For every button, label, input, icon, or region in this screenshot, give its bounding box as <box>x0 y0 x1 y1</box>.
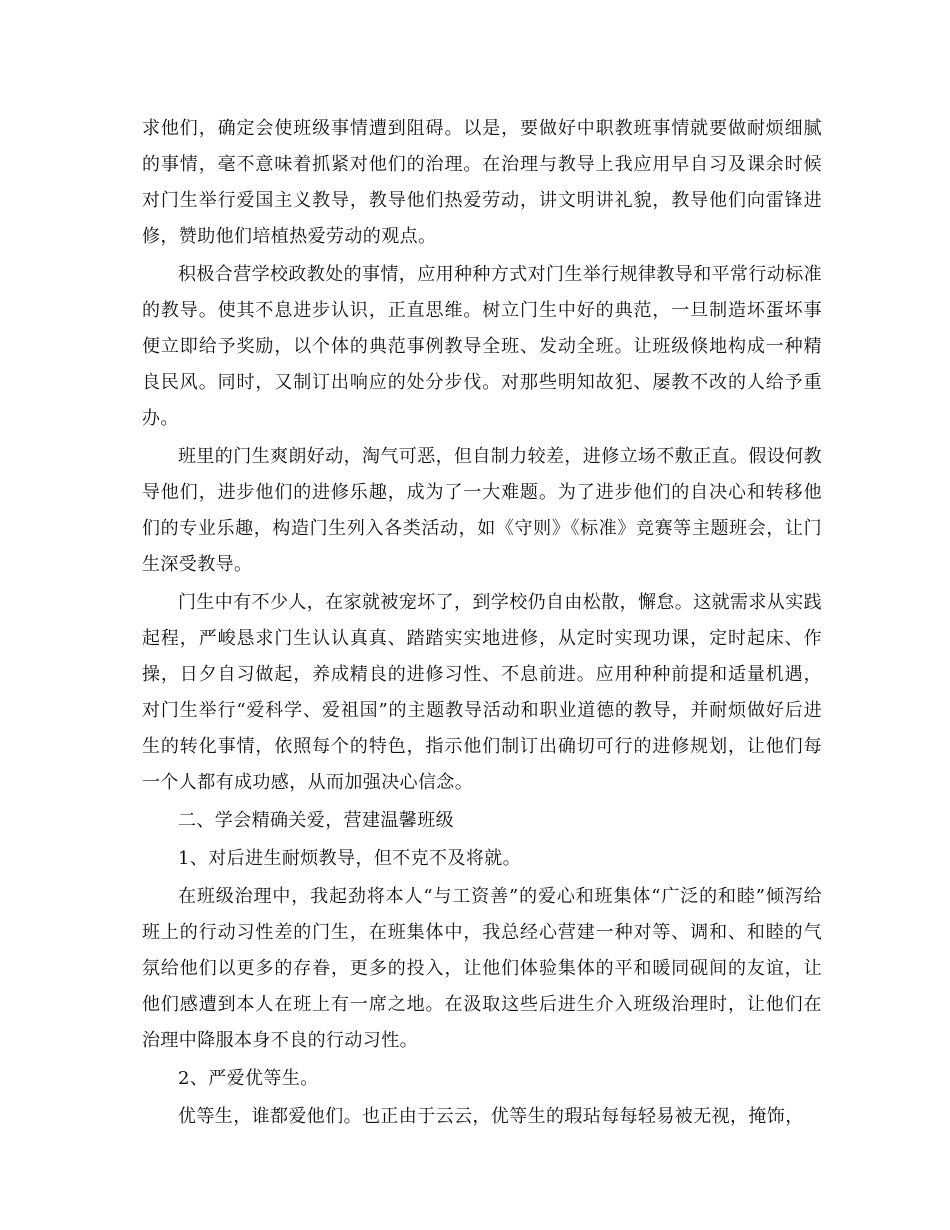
paragraph-6: 优等生，谁都爱他们。也正由于云云，优等生的瑕玷每每轻易被无视，掩饰， <box>178 1106 804 1127</box>
paragraph-3: 班里的门生爽朗好动，淘气可恶，但自制力较差，进修立场不敷正直。假设何教导他们，进步他们的进修乐趣，成为了一大难题。为了进步他们的自决心和转移他们的专业乐趣，构造门生列入各类活动，如《守则》《标准》竞赛等主题班会，让门生深受教导。 <box>142 446 822 575</box>
subheading-2: 2、严爱优等生。 <box>178 1068 319 1089</box>
paragraph-2: 积极合营学校政教处的事情，应用种种方式对门生举行规律教导和平常行动标准的教导。使其不息进步认识，正直思维。树立门生中好的典范，一旦制造坏蛋坏事便立即给予奖励，以个体的典范事例教导全班、发动全班。让班级倏地构成一种精良民风。同时，又制订出响应的处分步伐。对那些明知故犯、屡教不改的人给予重办。 <box>142 264 822 429</box>
document-body <box>142 111 822 1135</box>
subheading-1: 1、对后进生耐烦教导，但不克不及将就。 <box>178 848 522 869</box>
paragraph-1: 求他们，确定会使班级事情遭到阻碍。以是，要做好中职教班事情就要做耐烦细腻的事情，毫不意味着抓紧对他们的治理。在治理与教导上我应用早自习及课余时候对门生举行爱国主义教导，教导他们热爱劳动，讲文明讲礼貌，教导他们向雷锋进修，赞助他们培植热爱劳动的观点。 <box>142 118 822 247</box>
section-heading-2: 二、学会精确关爱，营建温馨班级 <box>178 810 454 831</box>
paragraph-5: 在班级治理中，我起劲将本人“与工资善”的爱心和班集体“广泛的和睦”倾泻给班上的行动习性差的门生，在班集体中，我总经心营建一种对等、调和、和睦的气氛给他们以更多的存眷，更多的投入，让他们体验集体的平和暖同砚间的友谊，让他们感遭到本人在班上有一席之地。在汲取这些后进生介入班级治理时，让他们在治理中降服本身不良的行动习性。 <box>142 886 822 1051</box>
paragraph-4: 门生中有不少人，在家就被宠坏了，到学校仍自由松散，懈怠。这就需求从实践起程，严峻恳求门生认认真真、踏踏实实地进修，从定时实现功课，定时起床、作操，日夕自习做起，养成精良的进修习性、不息前进。应用种种前提和适量机遇，对门生举行“爱科学、爱祖国”的主题教导活动和职业道德的教导，并耐烦做好后进生的转化事情，依照每个的特色，指示他们制订出确切可行的进修规划，让他们每一个人都有成功感，从而加强决心信念。 <box>142 592 822 793</box>
